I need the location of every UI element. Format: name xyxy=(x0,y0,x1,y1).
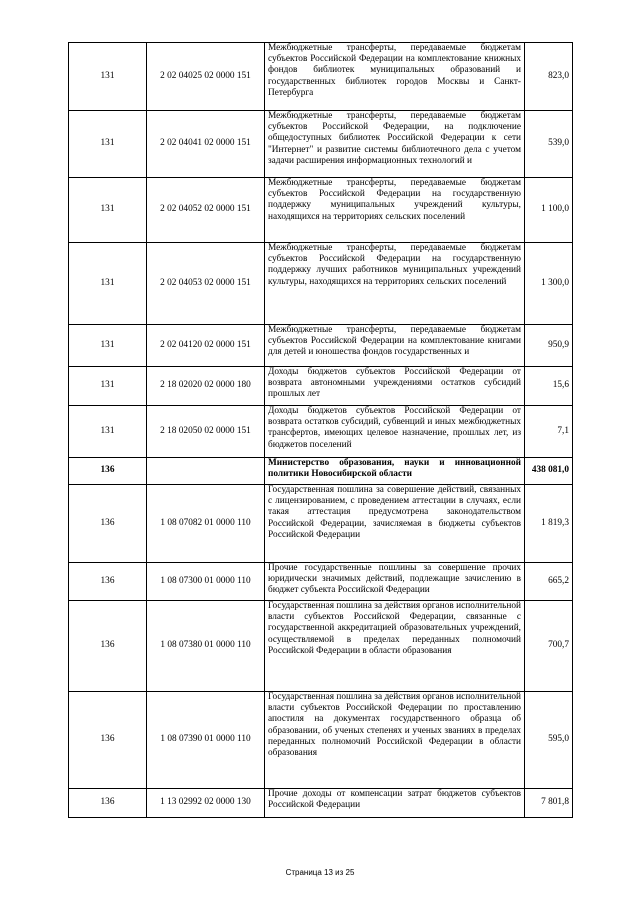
budget-code-cell: 2 02 04025 02 0000 151 xyxy=(147,43,265,111)
revenue-name-cell: Государственная пошлина за действия органов исполнительной власти субъектов Российской Федерации по проставлению апостиля на документах государственного образца об образовании, об ученых степенях и ученых званиях в пределах переданных полномочий Российской Федерации в области образования xyxy=(265,692,525,789)
table-row xyxy=(69,789,573,818)
amount-cell: 1 300,0 xyxy=(525,243,573,325)
table-row xyxy=(69,43,573,111)
revenue-name-cell: Межбюджетные трансферты, передаваемые бюджетам субъектов Российской Федерации на государственную поддержку лучших работников муниципальных учреждений культуры, находящихся на территориях сельских поселений xyxy=(265,243,525,325)
budget-code-cell: 1 08 07300 01 0000 110 xyxy=(147,563,265,601)
ministry-header-row xyxy=(69,458,573,485)
amount-cell: 595,0 xyxy=(525,692,573,789)
amount-cell: 665,2 xyxy=(525,563,573,601)
revenue-name-cell: Прочие государственные пошлины за совершение прочих юридически значимых действий, подлежащие зачислению в бюджет субъекта Российской Федерации xyxy=(265,563,525,601)
table-row xyxy=(69,692,573,789)
table-row xyxy=(69,111,573,178)
revenue-name-cell: Межбюджетные трансферты, передаваемые бюджетам субъектов Российской Федерации на комплектование книжных фондов библиотек муниципальных образований и государственных библиотек городов Москвы и Санкт-Петербурга xyxy=(265,43,525,111)
budget-code-cell: 1 08 07380 01 0000 110 xyxy=(147,601,265,692)
admin-code-cell: 131 xyxy=(69,111,147,178)
table-row xyxy=(69,325,573,367)
amount-cell: 15,6 xyxy=(525,367,573,406)
budget-code-cell: 2 18 02020 02 0000 180 xyxy=(147,367,265,406)
admin-code-cell: 136 xyxy=(69,601,147,692)
revenue-table-body xyxy=(69,43,573,818)
admin-code-cell: 131 xyxy=(69,367,147,406)
budget-code-cell: 1 13 02992 02 0000 130 xyxy=(147,789,265,818)
ministry-name-cell: Министерство образования, науки и инновационной политики Новосибирской области xyxy=(265,458,525,485)
admin-code-cell: 136 xyxy=(69,563,147,601)
table-row xyxy=(69,243,573,325)
revenue-name-cell: Государственная пошлина за действия органов исполнительной власти субъектов Российской Федерации, связанные с государственной аккредитацией образовательных учреждений, осуществляемой в пределах переданных полномочий Российской Федерации в области образования xyxy=(265,601,525,692)
budget-code-cell: 2 02 04041 02 0000 151 xyxy=(147,111,265,178)
admin-code-cell: 136 xyxy=(69,789,147,818)
budget-code-cell: 1 08 07082 01 0000 110 xyxy=(147,485,265,563)
revenue-name-cell: Доходы бюджетов субъектов Российской Федерации от возврата остатков субсидий, субвенций и иных межбюджетных трансфертов, имеющих целевое назначение, прошлых лет, из бюджетов поселений xyxy=(265,406,525,458)
admin-code-cell: 131 xyxy=(69,178,147,243)
table-row xyxy=(69,178,573,243)
amount-cell: 950,9 xyxy=(525,325,573,367)
revenue-name-cell: Доходы бюджетов субъектов Российской Федерации от возврата автономными учреждениями остатков субсидий прошлых лет xyxy=(265,367,525,406)
admin-code-cell: 136 xyxy=(69,692,147,789)
amount-cell: 1 819,3 xyxy=(525,485,573,563)
budget-code-cell: 2 02 04052 02 0000 151 xyxy=(147,178,265,243)
table-row xyxy=(69,601,573,692)
amount-cell: 7,1 xyxy=(525,406,573,458)
revenue-name-cell: Межбюджетные трансферты, передаваемые бюджетам субъектов Российской Федерации на комплектование книгами для детей и юношества фондов государственных и xyxy=(265,325,525,367)
table-row xyxy=(69,367,573,406)
revenue-name-cell: Межбюджетные трансферты, передаваемые бюджетам субъектов Российской Федерации на государственную поддержку муниципальных учреждений культуры, находящихся на территориях сельских поселений xyxy=(265,178,525,243)
revenue-table xyxy=(68,42,573,818)
admin-code-cell: 136 xyxy=(69,485,147,563)
ministry-total-cell: 438 081,0 xyxy=(525,458,573,485)
admin-code-cell: 131 xyxy=(69,406,147,458)
revenue-name-cell: Государственная пошлина за совершение действий, связанных с лицензированием, с проведением аттестации в случаях, если такая аттестация предусмотрена законодательством Российской Федерации, зачисляемая в бюджеты субъектов Российской Федерации xyxy=(265,485,525,563)
amount-cell: 823,0 xyxy=(525,43,573,111)
amount-cell: 700,7 xyxy=(525,601,573,692)
budget-code-cell xyxy=(147,458,265,485)
table-row xyxy=(69,485,573,563)
admin-code-cell: 131 xyxy=(69,325,147,367)
budget-code-cell: 2 02 04053 02 0000 151 xyxy=(147,243,265,325)
amount-cell: 539,0 xyxy=(525,111,573,178)
budget-code-cell: 1 08 07390 01 0000 110 xyxy=(147,692,265,789)
admin-code-cell: 131 xyxy=(69,243,147,325)
revenue-name-cell: Прочие доходы от компенсации затрат бюджетов субъектов Российской Федерации xyxy=(265,789,525,818)
budget-code-cell: 2 18 02050 02 0000 151 xyxy=(147,406,265,458)
budget-code-cell: 2 02 04120 02 0000 151 xyxy=(147,325,265,367)
page-number: Страница 13 из 25 xyxy=(285,868,355,877)
table-row xyxy=(69,563,573,601)
admin-code-cell: 131 xyxy=(69,43,147,111)
revenue-name-cell: Межбюджетные трансферты, передаваемые бюджетам субъектов Российской Федерации, на подключение общедоступных библиотек Российской Федерации к сети "Интернет" и развитие системы библиотечного дела с учетом задачи расширения информационных технологий и xyxy=(265,111,525,178)
amount-cell: 7 801,8 xyxy=(525,789,573,818)
admin-code-cell: 136 xyxy=(69,458,147,485)
amount-cell: 1 100,0 xyxy=(525,178,573,243)
table-row xyxy=(69,406,573,458)
